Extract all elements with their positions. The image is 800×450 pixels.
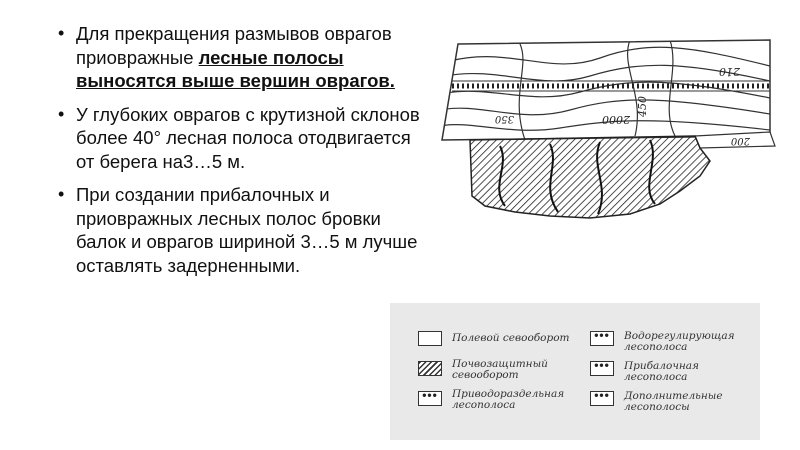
dots-icon: ••• — [590, 331, 614, 346]
contour-label: 450 — [636, 96, 649, 117]
legend-label: Приводораздельная лесополоса — [452, 388, 565, 411]
contour-label: 210 — [719, 65, 740, 78]
bullet-highlight: лесные полосы выносятся выше вершин оврагов. — [76, 46, 395, 91]
legend-label: Дополнительные лесополосы — [624, 390, 723, 413]
bullet-item — [58, 103, 420, 174]
map-legend — [390, 303, 760, 440]
legend-label: Почвозащитный севооборот — [452, 358, 548, 381]
legend-label: Прибалочная лесополоса — [624, 360, 699, 383]
dots-icon: ••• — [590, 361, 614, 376]
bullet-text: У глубоких оврагов с крутизной склонов более 40° лесная полоса отодвигается от берега на3…5 м. — [76, 103, 420, 172]
dots-icon: ••• — [418, 391, 442, 406]
contour-label: 200 — [730, 135, 750, 146]
ravine-map-illustration — [430, 36, 780, 226]
plain-icon — [418, 331, 442, 346]
bullet-item — [58, 22, 420, 93]
bullet-text: При создании прибалочных и приовражных лесных полос бровки балок и оврагов шириной 3…5 м лучше оставлять задерненными. — [76, 184, 418, 276]
bullet-list — [58, 22, 420, 287]
bullet-dot-icon: • — [58, 23, 65, 43]
bullet-item — [58, 183, 420, 277]
contour-label: 350 — [494, 113, 514, 124]
bullet-dot-icon: • — [58, 103, 65, 124]
legend-label: Полевой севооборот — [452, 332, 570, 344]
contour-label: 2000 — [602, 113, 630, 126]
dots-icon: ••• — [590, 391, 614, 406]
bullet-text: Для прекращения размывов оврагов приовражные — [76, 23, 392, 68]
legend-label: Водорегулирующая лесополоса — [624, 330, 735, 353]
hatch-icon — [418, 361, 442, 376]
bullet-dot-icon: • — [58, 184, 65, 204]
